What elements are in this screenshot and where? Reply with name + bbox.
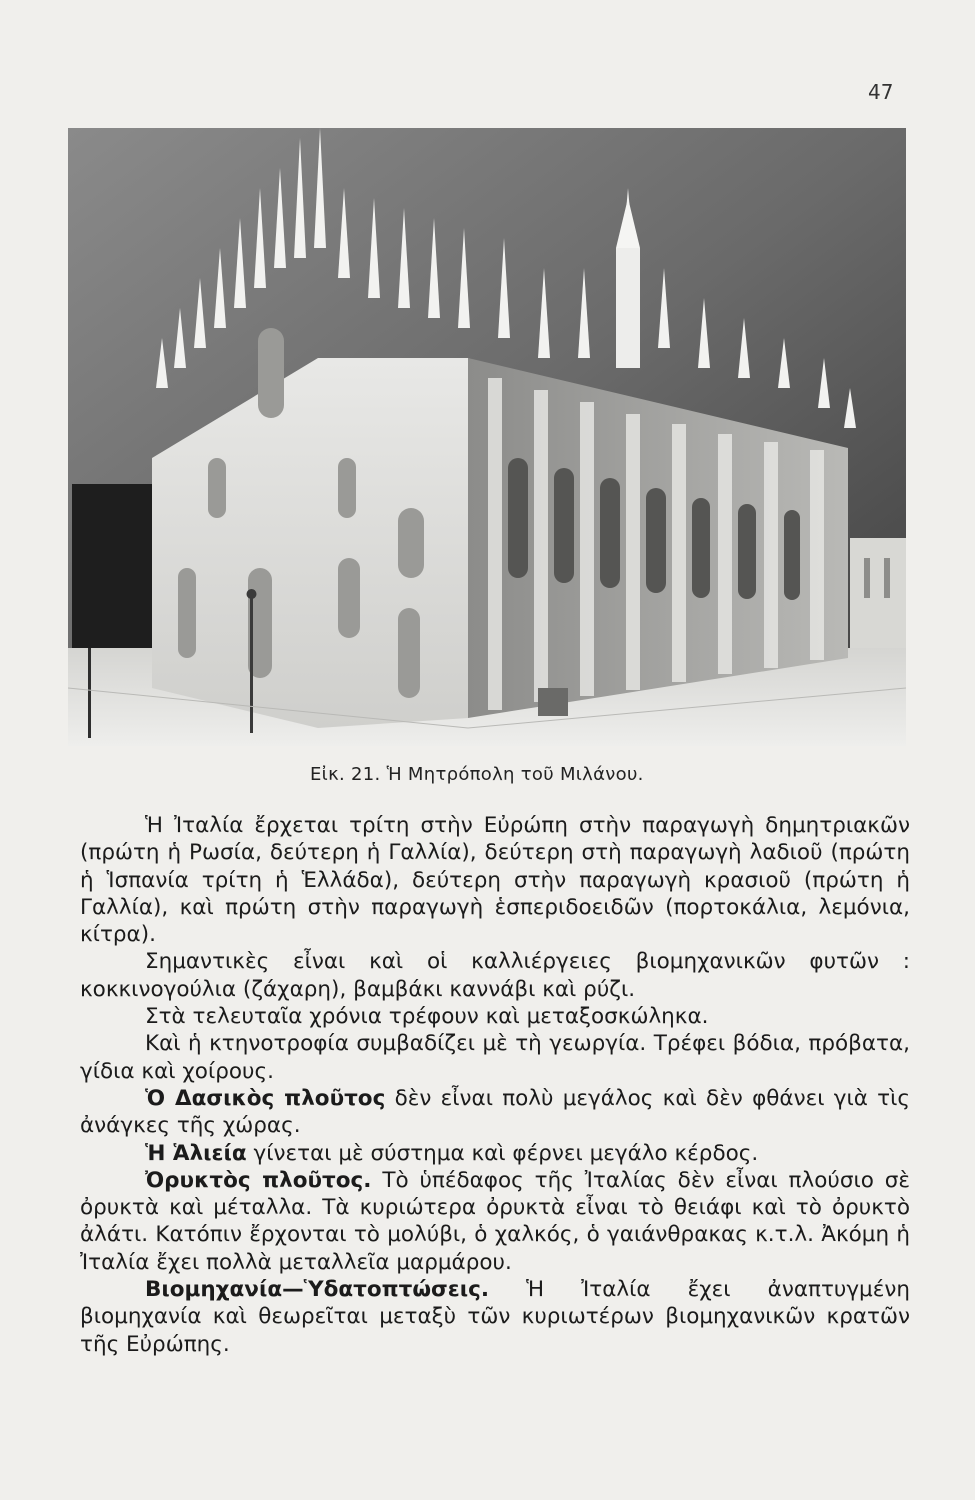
paragraph-industrial-crops: Σημαντικὲς εἶναι καὶ οἱ καλλιέργειες βιομηχανικῶν φυτῶν : κοκκινογούλια (ζάχαρη), βαμβάκι καννάβι καὶ ρύζι. [80,949,910,1002]
page-number: 47 [868,80,894,104]
figure-caption: Εἰκ. 21. Ἡ Μητρόπολη τοῦ Μιλάνου. [310,764,644,785]
paragraph-forest-wealth: Ὁ Δασικὸς πλοῦτος δὲν εἶναι πολὺ μεγάλος καὶ δὲν φθάνει γιὰ τὶς ἀνάγκες τῆς χώρας. [80,1085,910,1139]
paragraph-livestock: Καὶ ἡ κτηνοτροφία συμβαδίζει μὲ τὴ γεωργία. Τρέφει βόδια, πρόβατα, γίδια καὶ χοίρους. [80,1031,910,1084]
paragraph-grain: Ἡ Ἰταλία ἔρχεται τρίτη στὴν Εὐρώπη στὴν παραγωγὴ δημητριακῶν (πρώτη ἡ Ρωσία, δεύτερη ἡ Γαλλία), δεύτερη στὴ παραγωγὴ λαδιοῦ (πρώτη ἡ Ἱσπανία τρίτη ἡ Ἑλλάδα), δεύτερη στὴν παραγωγὴ κρασιοῦ (πρώτη ἡ Γαλλία), καὶ πρώτη στὴν παραγωγὴ ἑσπεριδοειδῶν (πορτοκάλια, λεμόνια, κίτρα). [80,813,910,948]
cathedral-photo [68,128,906,746]
body-text [80,812,910,1358]
heading-mineral-wealth: Ὀρυκτὸς πλοῦτος. [145,1167,372,1193]
heading-industry: Βιομηχανία—Ὑδατοπτώσεις. [145,1277,490,1303]
heading-forest-wealth: Ὁ Δασικὸς πλοῦτος [145,1085,386,1111]
milan-cathedral-illustration [68,128,906,746]
paragraph-silkworm: Στὰ τελευταῖα χρόνια τρέφουν καὶ μεταξοσκώληκα. [145,1004,709,1030]
heading-fishing: Ἡ Ἁλιεία [145,1140,247,1166]
paragraph-mineral-wealth: Ὀρυκτὸς πλοῦτος. Τὸ ὑπέδαφος τῆς Ἰταλίας δὲν εἶναι πλούσιο σὲ ὀρυκτὰ καὶ μέταλλα. Τὰ κυριώτερα ὀρυκτὰ εἶναι τὸ θειάφι καὶ τὸ ὀρυκτὸ ἀλάτι. Κατόπιν ἔρχονται τὸ μολύβι, ὁ χαλκός, ὁ γαιάνθρακας κ.τ.λ. Ἀκόμη ἡ Ἰταλία ἔχει πολλὰ μεταλλεῖα μαρμάρου. [80,1167,911,1275]
paragraph-fishing: Ἡ Ἁλιεία γίνεται μὲ σύστημα καὶ φέρνει μεγάλο κέρδος. [145,1140,759,1166]
paragraph-industry: Βιομηχανία—Ὑδατοπτώσεις. Ἡ Ἰταλία ἔχει ἀναπτυγμένη βιομηχανία καὶ θεωρεῖται μεταξὺ τῶν κυριωτέρων βιομηχανικῶν κρατῶν τῆς Εὐρώπης. [80,1277,910,1357]
